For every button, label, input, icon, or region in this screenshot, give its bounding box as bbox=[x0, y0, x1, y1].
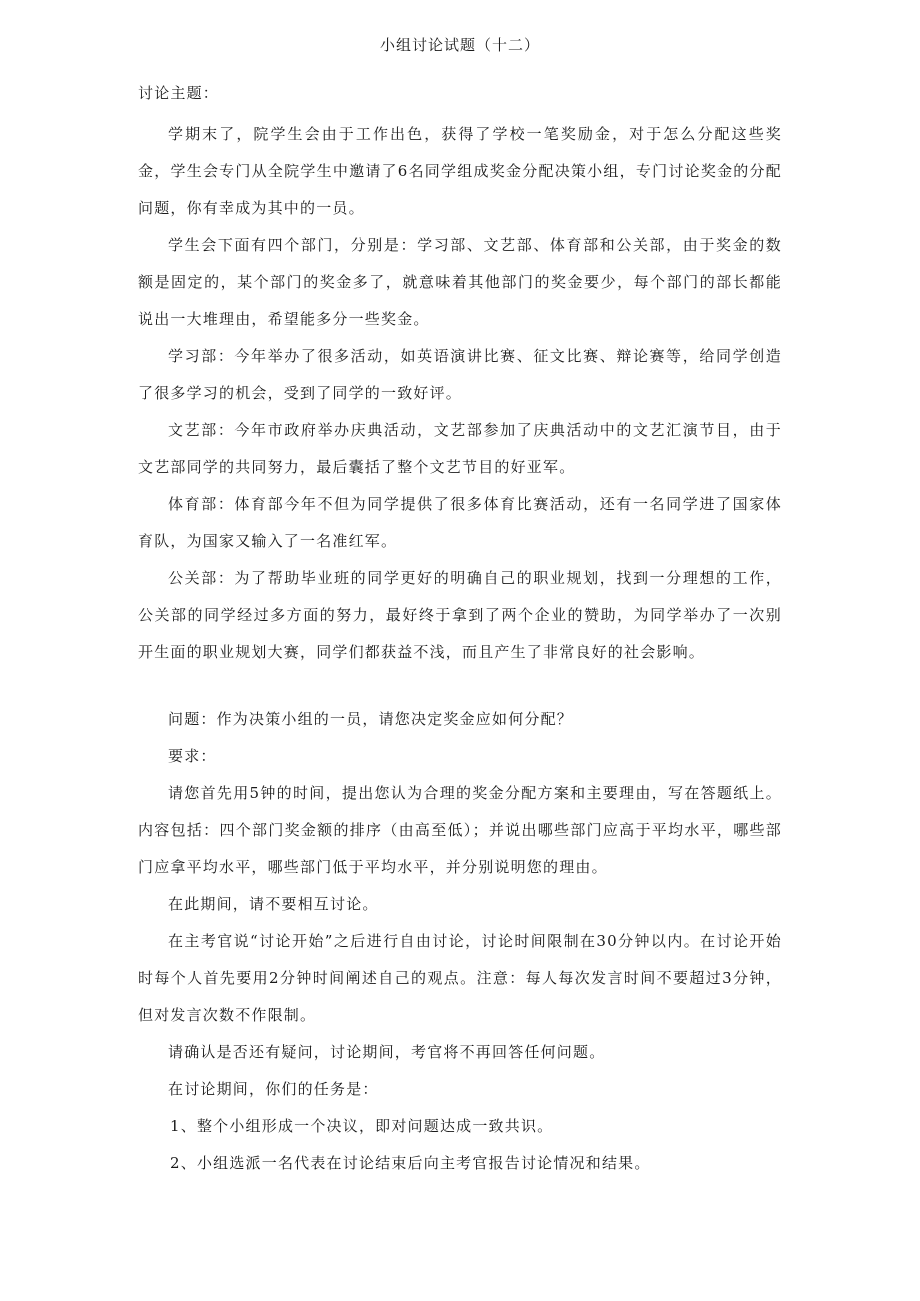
requirement-paragraph: 在主考官说“讨论开始”之后进行自由讨论，讨论时间限制在30分钟以内。在讨论开始时每个人首先要用2分钟时间阐述自己的观点。注意：每人每次发言时间不要超过3分钟，但对发言次数不作限制。 bbox=[138, 932, 782, 1024]
requirement-paragraph: 请确认是否还有疑问，讨论期间，考官将不再回答任何问题。 bbox=[168, 1043, 606, 1061]
section-gap bbox=[138, 671, 782, 701]
requirement-paragraph: 在此期间，请不要相互讨论。 bbox=[168, 895, 379, 913]
topic-section bbox=[138, 116, 782, 671]
study-dept-paragraph: 学习部：今年举办了很多活动，如英语演讲比赛、征文比赛、辩论赛等，给同学创造了很多学习的机会，受到了同学的一致好评。 bbox=[138, 347, 782, 402]
topic-label: 讨论主题： bbox=[138, 84, 220, 102]
pr-dept-paragraph: 公关部：为了帮助毕业班的同学更好的明确自己的职业规划，找到一分理想的工作，公关部的同学经过多方面的努力，最好终于拿到了两个企业的赞助，为同学举办了一次别开生面的职业规划大赛，同学们都获益不浅，而且产生了非常良好的社会影响。 bbox=[138, 569, 782, 661]
document-title: 小组讨论试题（十二） bbox=[379, 36, 540, 54]
question-paragraph: 问题：作为决策小组的一员，请您决定奖金应如何分配？ bbox=[168, 710, 574, 728]
requirements-label: 要求： bbox=[168, 747, 217, 765]
task-item: 1、整个小组形成一个决议，即对问题达成一致共识。 bbox=[170, 1117, 554, 1135]
sports-dept-paragraph: 体育部：体育部今年不但为同学提供了很多体育比赛活动，还有一名同学进了国家体育队，为国家又输入了一名准红军。 bbox=[138, 495, 782, 550]
arts-dept-paragraph: 文艺部：今年市政府举办庆典活动，文艺部参加了庆典活动中的文艺汇演节目，由于文艺部同学的共同努力，最后囊括了整个文艺节目的好亚军。 bbox=[138, 421, 782, 476]
topic-intro-paragraph: 学期末了，院学生会由于工作出色，获得了学校一笔奖励金，对于怎么分配这些奖金，学生会专门从全院学生中邀请了6名同学组成奖金分配决策小组，专门讨论奖金的分配问题，你有幸成为其中的一员。 bbox=[138, 125, 782, 217]
task-item: 2、小组选派一名代表在讨论结束后向主考官报告讨论情况和结果。 bbox=[170, 1154, 651, 1172]
task-list bbox=[138, 1108, 782, 1182]
requirement-paragraph: 在讨论期间，你们的任务是： bbox=[168, 1080, 379, 1098]
requirement-paragraph: 请您首先用5钟的时间，提出您认为合理的奖金分配方案和主要理由，写在答题纸上。内容包括：四个部门奖金额的排序（由高至低）；并说出哪些部门应高于平均水平，哪些部门应拿平均水平，哪些部门低于平均水平，并分别说明您的理由。 bbox=[138, 784, 782, 876]
requirements-section bbox=[138, 775, 782, 1108]
departments-paragraph: 学生会下面有四个部门，分别是：学习部、文艺部、体育部和公关部，由于奖金的数额是固定的，某个部门的奖金多了，就意味着其他部门的奖金要少，每个部门的部长都能说出一大堆理由，希望能多分一些奖金。 bbox=[138, 236, 782, 328]
